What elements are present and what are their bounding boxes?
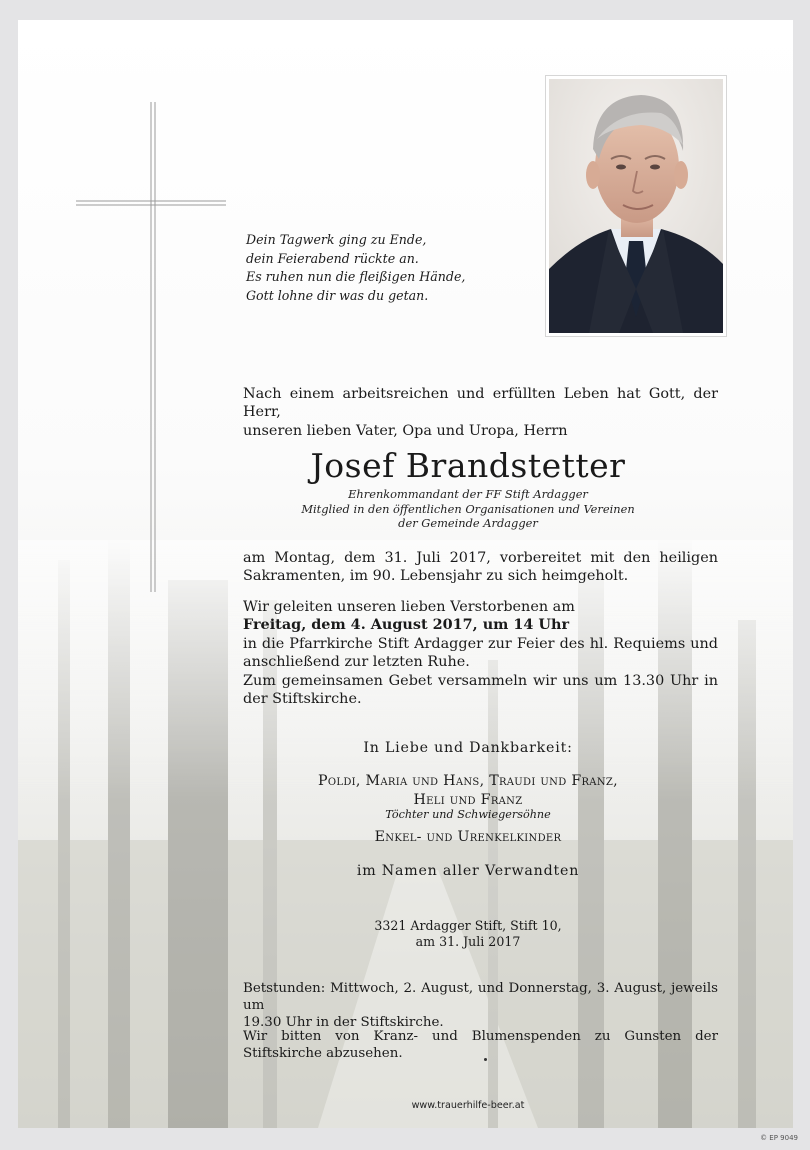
poem-line: Dein Tagwerk ging zu Ende, <box>246 232 427 247</box>
funeral-line: Wir geleiten unseren lieben Verstorbenen am <box>243 599 575 615</box>
children-label: Töchter und Schwiegersöhne <box>385 808 551 821</box>
prayer-hours <box>243 980 718 1031</box>
funeral-date: Freitag, dem 4. August 2017, um 14 Uhr <box>243 616 570 634</box>
memorial-poem <box>246 231 546 305</box>
intro-line: Nach einem arbeitsreichen und erfüllten Leben hat Gott, der Herr, <box>243 386 718 421</box>
flower-line: Wir bitten von Kranz- und Blumenspenden zu Gunsten der <box>243 1029 718 1044</box>
funeral-line: in die Pfarrkirche Stift Ardagger zur Feier des hl. Requiems und <box>243 635 718 652</box>
intro-line: unseren lieben Vater, Opa und Uropa, Herrn <box>243 422 568 439</box>
obituary-sheet <box>18 20 793 1128</box>
role-line: Mitglied in den öffentlichen Organisationen und Vereinen <box>301 501 635 516</box>
funeral-details <box>243 598 718 708</box>
website-link: www.trauerhilfe-beer.at <box>411 1100 525 1111</box>
family-names <box>158 772 778 809</box>
role-line: der Gemeinde Ardagger <box>398 516 538 531</box>
grandchildren: Enkel- und Urenkelkinder <box>374 829 562 845</box>
poem-line: Gott lohne dir was du getan. <box>246 287 429 303</box>
address-block <box>158 918 778 951</box>
poem-line: Es ruhen nun die fleißigen Hände, <box>246 269 466 284</box>
poem-line: dein Feierabend rückte an. <box>246 250 419 266</box>
prayer-line: Betstunden: Mittwoch, 2. August, und Donnerstag, 3. August, jeweils um <box>243 981 718 1013</box>
family-line: Poldi, Maria und Hans, Traudi und Franz, <box>318 773 618 789</box>
address-line: 3321 Ardagger Stift, Stift 10, <box>374 918 562 933</box>
print-code: © EP 9049 <box>760 1134 798 1142</box>
family-line: Heli und Franz <box>413 791 523 808</box>
address-date: am 31. Juli 2017 <box>415 934 521 950</box>
thanks-heading: In Liebe und Dankbarkeit: <box>363 740 573 756</box>
role-line: Ehrenkommandant der FF Stift Ardagger <box>348 487 588 501</box>
deceased-roles <box>158 487 778 531</box>
relatives-line: im Namen aller Verwandten <box>356 863 580 879</box>
portrait-photo <box>545 75 727 337</box>
flower-request <box>243 1028 718 1062</box>
deceased-name: Josef Brandstetter <box>310 446 626 485</box>
notice-line: am Montag, dem 31. Juli 2017, vorbereitet mit den heiligen <box>243 550 718 566</box>
funeral-line: Zum gemeinsamen Gebet versammeln wir uns um 13.30 Uhr in <box>243 672 718 689</box>
flower-line: Stiftskirche abzusehen. <box>243 1046 403 1061</box>
death-notice <box>243 549 718 586</box>
divider-dot <box>484 1058 487 1061</box>
funeral-line: anschließend zur letzten Ruhe. <box>243 654 470 671</box>
notice-line: Sakramenten, im 90. Lebensjahr zu sich heimgeholt. <box>243 568 629 585</box>
funeral-line: der Stiftskirche. <box>243 691 362 708</box>
prayer-line: 19.30 Uhr in der Stiftskirche. <box>243 1015 444 1030</box>
intro-paragraph <box>243 385 718 440</box>
